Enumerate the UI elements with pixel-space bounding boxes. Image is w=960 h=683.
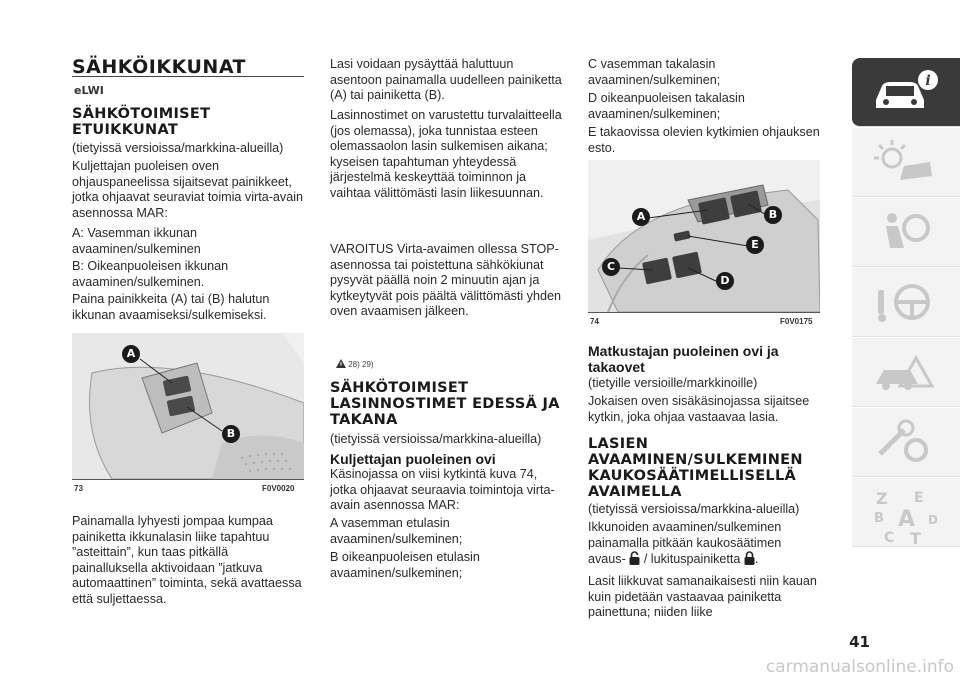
page-number: 41 xyxy=(849,633,870,651)
figure-74 xyxy=(588,160,820,313)
col2-scope-note: (tietyissä versioissa/markkina-alueilla) xyxy=(330,432,542,446)
airbag-icon xyxy=(870,206,942,258)
passenger-door-subheading: Matkustajan puoleinen ovi ja takaovet xyxy=(588,343,779,375)
figure-73-code: F0V0020 xyxy=(262,484,295,493)
figure-74-number: 74 xyxy=(590,317,599,326)
col2-item-a: A vasemman etulasin avaaminen/sulkeminen; xyxy=(330,516,463,546)
callout-a-2: A xyxy=(632,208,650,226)
col1-paragraph-controls: Kuljettajan puoleisen oven ohjauspaneelissa sijaitsevat painikkeet, jotka ohjaavat seuraviat toimia virta-avain asennossa MAR: xyxy=(72,159,303,220)
callout-e: E xyxy=(746,236,764,254)
col3-item-e: E takaovissa olevien kytkimien ohjauksen esto. xyxy=(588,125,820,155)
section-title: SÄHKÖIKKUNAT xyxy=(72,56,247,78)
tab-car-info[interactable] xyxy=(852,58,960,127)
steering-icon xyxy=(870,276,942,328)
unlock-icon xyxy=(629,551,640,565)
col2-stop-glass: Lasi voidaan pysäyttää haluttuun asentoon painamalla uudelleen painiketta (A) tai painiketta (B). xyxy=(330,57,562,103)
index-letter-e: E xyxy=(914,490,924,506)
eco-label: eLWI xyxy=(74,84,104,97)
tab-service[interactable] xyxy=(852,408,960,477)
index-letter-d: D xyxy=(928,513,938,527)
col1-scope-note: (tietyissä versioissa/markkina-alueilla) xyxy=(72,141,284,155)
front-rear-windows-heading: SÄHKÖTOIMISET LASINNOSTIMET EDESSÄ JA TAKANA xyxy=(330,380,560,428)
callout-b-2: B xyxy=(764,206,782,224)
car-info-icon xyxy=(870,66,942,118)
svg-text:i: i xyxy=(925,73,931,89)
figure-74-code: F0V0175 xyxy=(780,317,813,326)
tab-warning[interactable] xyxy=(852,338,960,407)
warning-triangle-icon xyxy=(336,359,346,368)
tab-airbag[interactable] xyxy=(852,198,960,267)
col3-item-c: C vasemman takalasin avaaminen/sulkeminen; xyxy=(588,57,721,87)
callout-d: D xyxy=(716,272,734,290)
watermark: carmanualsonline.info xyxy=(765,657,954,677)
tab-index[interactable] xyxy=(852,478,960,547)
col3-remote-paragraph xyxy=(588,520,820,568)
warning-refs-text: 28) 29) xyxy=(348,360,374,369)
title-rule xyxy=(72,76,304,77)
col2-item-b: B oikeanpuoleisen etulasin avaaminen/sulkeminen; xyxy=(330,550,480,580)
door-switch-illustration xyxy=(72,333,304,479)
tab-lights[interactable] xyxy=(852,128,960,197)
col3-scope-note: (tietyille versioille/markkinoille) xyxy=(588,376,758,390)
callout-b: B xyxy=(222,425,240,443)
warning-refs xyxy=(336,359,374,369)
service-icon xyxy=(870,416,942,468)
driver-door-subheading: Kuljettajan puoleinen ovi xyxy=(330,451,496,467)
lights-icon xyxy=(870,136,942,188)
index-letter-c: C xyxy=(884,530,895,546)
index-letter-a: A xyxy=(898,507,916,532)
callout-c: C xyxy=(602,258,620,276)
armrest-switch-illustration xyxy=(588,160,820,312)
remote-text-part2: / lukituspainiketta xyxy=(643,552,741,567)
index-letter-z: Z xyxy=(876,489,888,508)
col2-safety-device: Lasinnostimet on varustettu turvalaitteella (jos olemassa), joka tunnistaa esteen olemassaolon lasin sulkemisen aikana; kyseisen tapahtuman yhteydessä järjestelmä keskeyttää toiminnon ja vaihtaa välittömästi lasin liikesuunnan. xyxy=(330,108,562,200)
tab-steering[interactable] xyxy=(852,268,960,337)
col1-short-press-paragraph: Painamalla lyhyesti jompaa kumpaa painiketta ikkunalasin liike tapahtuu ”asteittain”, kun taas pitkällä painalluksella aktivoidaan ”jatkuva automaattinen” toiminta, sekä avattaessa että suljettaessa. xyxy=(72,514,302,606)
col3-simultaneous: Lasit liikkuvat samanaikaisesti niin kauan kuin pidetään vastaavaa painiketta painettuna; niiden liike xyxy=(588,574,817,620)
index-letter-b: B xyxy=(874,511,884,526)
figure-73-number: 73 xyxy=(74,484,83,493)
warning-icon xyxy=(870,346,942,398)
index-letter-t: T xyxy=(910,529,921,546)
callout-a: A xyxy=(122,345,140,363)
remote-key-heading: LASIEN AVAAMINEN/SULKEMINEN KAUKOSÄÄTIMELLISELLÄ AVAIMELLA xyxy=(588,436,803,500)
col2-warning-text: VAROITUS Virta-avaimen ollessa STOP-asennossa tai poistettuna sähkökiunat pysyvät päällä noin 2 minuutin ajan ja kytkeytyvät pois päältä välittömästi yhden oven avaamisen jälkeen. xyxy=(330,242,561,319)
remote-text-part3: . xyxy=(754,552,759,567)
col3-scope-note-2: (tietyissä versioissa/markkina-alueilla) xyxy=(588,502,800,516)
figure-73 xyxy=(72,333,304,480)
col3-each-door: Jokaisen oven sisäkäsinojassa sijaitsee kytkin, joka ohjaa vastaavaa lasia. xyxy=(588,394,810,424)
col1-item-b: B: Oikeanpuoleisen ikkunan avaaminen/sulkeminen. xyxy=(72,259,229,289)
col2-five-switches: Käsinojassa on viisi kytkintä kuva 74, jotka ohjaavat seuraavia toimintoja virta-avain asennossa MAR: xyxy=(330,467,555,513)
col1-press-buttons: Paina painikkeita (A) tai (B) halutun ikkunan avaamiseksi/sulkemiseksi. xyxy=(72,292,270,322)
index-icon xyxy=(870,486,950,546)
remote-text-part1: Ikkunoiden avaaminen/sulkeminen painamalla pitkään kaukosäätimen avaus- xyxy=(588,520,782,567)
col1-item-a: A: Vasemman ikkunan avaaminen/sulkeminen xyxy=(72,226,201,256)
front-windows-heading: SÄHKÖTOIMISET ETUIKKUNAT xyxy=(72,106,211,138)
col3-item-d: D oikeanpuoleisen takalasin avaaminen/sulkeminen; xyxy=(588,91,745,121)
lock-icon xyxy=(744,551,755,565)
